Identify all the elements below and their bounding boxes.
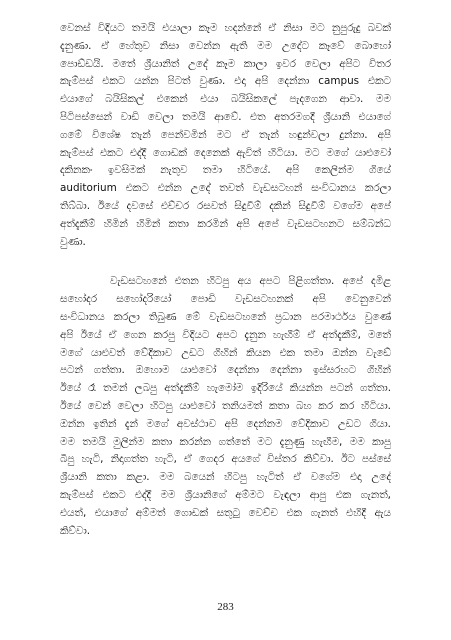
text-line: එයත්, එයාගේ අම්මත් ගොඩක් සතුටු වෙච්ච එක ගැනත් එහිදී ඇය — [60, 506, 391, 519]
text-line: පොඩ්ඩයි. මතේ ශ්‍රීයානිත් උදේ කෑම කාලා ඉවර වෙලා අපිට විතර — [60, 57, 391, 70]
text-line: දකිනකං ඉවසිමක් නැතුව තමා හිටියේ. අපි කෙලින්ම ගියේ — [60, 164, 391, 177]
text-line: ඔන්න ඉතින් දැන් මගේ අවස්ථාව අපි දෙන්නම වේදිකාව උඩට ගියා. — [60, 417, 391, 430]
text-line: auditorium එකට එන්න උදේ තවත් වැඩසටහන් සංවිධානය කරලා — [60, 182, 391, 195]
paragraph — [60, 20, 391, 251]
text-line: සහෝදර සහෝදරියෝ පොඩි වැඩසටහනක් අපි වෙනුවෙන් — [60, 293, 391, 306]
page-number: 283 — [217, 601, 234, 613]
text-line: ඊයේ රෑ තමන් ලබපු අත්දැකීම් හැමෝම ඉදිරියේ කියන්න පටන් ගත්තා. — [60, 382, 391, 395]
text-line: මම තමයි මුලින්ම කතා කරන්න ගත්තේ මට දැනුණු හැඟීම, මම කාපු — [60, 435, 391, 448]
paragraph — [60, 273, 391, 540]
text-line: කැම්පස් එකට එද්දී ගොඩක් දෙනෙක් ඇවිත් හිටියා. මට මගේ යාළුවෝ — [60, 146, 391, 159]
text-line: අත්දැකීම් හිමින් හිමින් කතා කරමින් අපි අපේ වැඩසටහනට සම්බන්ධ — [60, 217, 391, 230]
text-line: සංවිධානය කරලා තිබුණ මේ වැඩසටහනේ ප්‍රධාන පරමාර්ථය වුණේ — [60, 310, 391, 323]
text-line: එයාගේ බයිසිකල් එකෙන් එයා බයිසිකලේ පැදගෙන ආවා. මම — [60, 93, 391, 106]
text-line: තිබ්බා. ඊයේ දවසේ එච්චර රසවත් සිදුවීම් දකින් සිදුවීම් වගේම අපේ — [60, 199, 391, 212]
body-text — [60, 20, 391, 540]
text-line: වෙනස් විදියට තමයි එයාලා කෑම හදන්නේ ඒ නිසා මට නුපුරුදු බවක් — [60, 22, 391, 34]
text-line: වැඩසටහනේ එතන හිටපු අය අපට පිළිගත්තා. අපේ දමිළ — [110, 275, 391, 288]
text-line: කැම්පස් එකට යන්න පිටත් වුණා. එදා අපි දෙන්නා campus එකට — [60, 75, 391, 88]
text-line: ශ්‍රීයානි කතා කළා. මම බයෙන් හිටපු හැටිත් ඒ වගේම එදා උදේ — [60, 471, 391, 484]
text-line: වුණා. — [60, 235, 86, 248]
text-line: දැනුණා. ඒ හේතුව නිසා වෙන්න ඇති මම උදේට කෑවේ බොහෝ — [60, 39, 391, 52]
text-line: අපි ඊයේ ඒ ගෙන කරපු විදියට අපට දැනුන හැඟීම් ඒ අත්දැකීම්, මතේ — [60, 328, 391, 341]
text-line: පිටිපස්සෙන් වාඩි වෙලා තමයි ආවේ. එත අතරමගදී ශ්‍රීයානි එයාගේ — [60, 110, 391, 123]
text-line: බීපු හැටි, නිදාගත්ත හැටි, ඒ ගෙදර අයගේ විස්තර කිව්වා. ඊට පස්සේ — [60, 453, 391, 466]
text-line: ගමේ විශේෂ තැන් පෙන්වමින් මට ඒ තැන් හඳුන්වලා දුන්නා. අපි — [60, 128, 391, 141]
text-line: මගේ යාළුවත් වේදිකාව උඩට ගිහින් කියන එක තමා ඔන්න වැඩේ — [60, 346, 391, 359]
text-line: කැම්පස් එකට එද්දී මම ශ්‍රීයානිගේ අම්මට වැඳලා ආපු එක ගැනත්, — [60, 488, 391, 501]
text-line: ඊයේ වෙන් වෙලා හිටපු යාළුවෝ තනියමත් කතා බහ කර කර හිටියා. — [60, 399, 391, 412]
text-line: පටන් ගත්තා. ඔහොම යාළුවෝ දෙන්නා දෙන්නා ඉස්සරහට ගිහින් — [60, 364, 391, 377]
text-line: කිව්වා. — [60, 524, 91, 537]
